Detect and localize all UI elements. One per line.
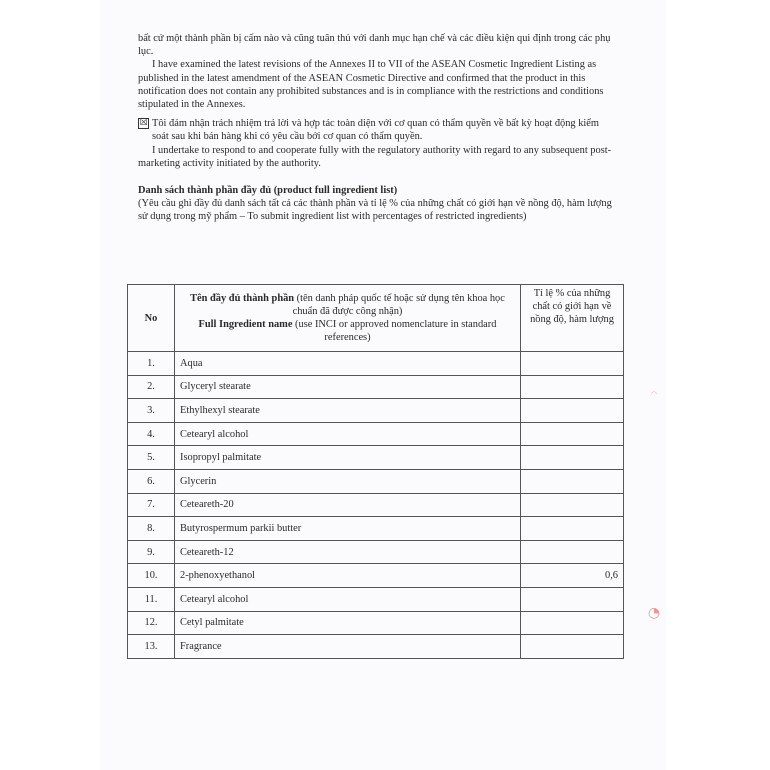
table-row	[128, 446, 624, 470]
table-row	[128, 517, 624, 541]
ingredient-name: Isopropyl palmitate	[175, 446, 521, 470]
ingredient-name: Fragrance	[175, 635, 521, 659]
restricted-percentage	[521, 611, 624, 635]
restricted-percentage	[521, 587, 624, 611]
header-name-en-bold: Full Ingredient name	[198, 319, 293, 330]
row-number: 9.	[128, 540, 175, 564]
restricted-percentage	[521, 375, 624, 399]
row-number: 10.	[128, 564, 175, 588]
table-row	[128, 375, 624, 399]
ingredient-name: Glycerin	[175, 469, 521, 493]
checked-checkbox-icon: ☒	[139, 118, 148, 129]
restricted-percentage	[521, 635, 624, 659]
section-subtitle: (Yêu cầu ghi đầy đủ danh sách tất cả các thành phần và tỉ lệ % của những chất có giới hạn về nồng độ, hàm lượng sử dụng trong mỹ phẩm – To submit ingredient list with percentages of restricted ingredients)	[138, 198, 612, 223]
restricted-percentage	[521, 469, 624, 493]
table-row	[128, 564, 624, 588]
ingredient-name: Cetearyl alcohol	[175, 422, 521, 446]
restricted-percentage	[521, 399, 624, 423]
table-row	[128, 422, 624, 446]
ingredient-name: Ceteareth-12	[175, 540, 521, 564]
ingredient-table	[127, 284, 624, 659]
restricted-percentage	[521, 446, 624, 470]
row-number: 3.	[128, 399, 175, 423]
table-row	[128, 635, 624, 659]
restricted-percentage	[521, 517, 624, 541]
ingredient-name: Glyceryl stearate	[175, 375, 521, 399]
restricted-percentage	[521, 352, 624, 376]
vn-declaration-continuation: bất cứ một thành phần bị cấm nào và cũng tuân thủ với danh mục hạn chế và các điều kiện qui định trong các phụ lục.	[138, 33, 611, 58]
header-ingredient-name	[175, 285, 521, 352]
row-number: 11.	[128, 587, 175, 611]
ingredient-name: Aqua	[175, 352, 521, 376]
table-row	[128, 399, 624, 423]
row-number: 2.	[128, 375, 175, 399]
table-row	[128, 611, 624, 635]
row-number: 12.	[128, 611, 175, 635]
stamp-mark: ◔	[647, 605, 661, 621]
ingredient-name: Cetyl palmitate	[175, 611, 521, 635]
section-title: Danh sách thành phần đầy đủ (product full ingredient list)	[138, 185, 398, 197]
undertaking-block	[138, 117, 618, 143]
table-row	[128, 469, 624, 493]
row-number: 6.	[128, 469, 175, 493]
ingredient-name: 2-phenoxyethanol	[175, 564, 521, 588]
undertaking-vn: Tôi đảm nhận trách nhiệm trả lời và hợp tác toàn diện với cơ quan có thẩm quyền về bất kỳ hoạt động kiểm soát sau khi bán hàng khi có yêu cầu bởi cơ quan có thẩm quyền.	[152, 118, 600, 143]
ingredient-name: Butyrospermum parkii butter	[175, 517, 521, 541]
row-number: 5.	[128, 446, 175, 470]
restricted-percentage	[521, 422, 624, 446]
header-name-en-rest: (use INCI or approved nomenclature in standard references)	[292, 319, 497, 343]
restricted-percentage	[521, 493, 624, 517]
row-number: 4.	[128, 422, 175, 446]
header-no: No	[128, 285, 175, 352]
undertaking-en: I undertake to respond to and cooperate fully with the regulatory authority with regard to any subsequent post-marketing activity initiated by the authority.	[138, 144, 612, 169]
stamp-mark: ◠	[650, 390, 658, 398]
header-name-vn-rest: (tên danh pháp quốc tế hoặc sử dụng tên khoa học chuẩn đã được công nhận)	[292, 293, 505, 317]
table-row	[128, 587, 624, 611]
restricted-percentage: 0,6	[521, 564, 624, 588]
ingredient-name: Ceteareth-20	[175, 493, 521, 517]
row-number: 8.	[128, 517, 175, 541]
row-number: 13.	[128, 635, 175, 659]
row-number: 1.	[128, 352, 175, 376]
en-declaration: I have examined the latest revisions of the Annexes II to VII of the ASEAN Cosmetic Ingredient Listing as published in the latest amendment of the ASEAN Cosmetic Directive and confirmed that the product in this notification does not contain any prohibited substances and is in compliance with the restrictions and conditions stipulated in the Annexes.	[138, 59, 604, 111]
ingredient-name: Ethylhexyl stearate	[175, 399, 521, 423]
header-percentage: Tỉ lệ % của những chất có giới hạn về nồng độ, hàm lượng	[521, 285, 624, 352]
ingredient-name: Cetearyl alcohol	[175, 587, 521, 611]
table-header-row	[128, 285, 624, 352]
header-name-vn-bold: Tên đầy đủ thành phần	[190, 293, 295, 304]
document-body	[138, 32, 618, 224]
row-number: 7.	[128, 493, 175, 517]
table-row	[128, 493, 624, 517]
table-row	[128, 352, 624, 376]
document-page	[100, 0, 666, 770]
restricted-percentage	[521, 540, 624, 564]
table-row	[128, 540, 624, 564]
